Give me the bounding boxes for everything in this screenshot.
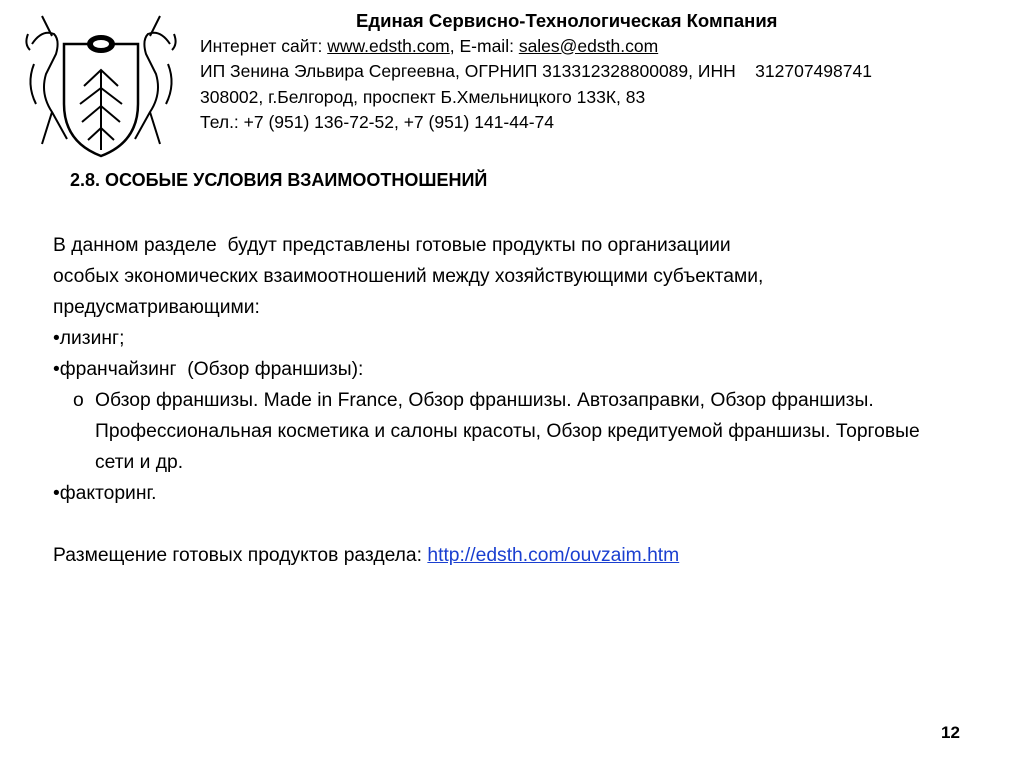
sub-bullet-marker: o [73,390,84,411]
address-line: 308002, г.Белгород, проспект Б.Хмельницкого 133К, 83 [200,86,646,107]
header [200,8,1000,136]
coat-of-arms-logo [12,4,190,164]
spacer [53,509,983,540]
bullet-factoring: •факторинг. [53,483,157,504]
bullet-leasing: •лизинг; [53,328,125,349]
intro-line-1: В данном разделе будут представлены готовые продукты по организациии [53,235,731,256]
phone-line: Тел.: +7 (951) 136-72-52, +7 (951) 141-44-74 [200,112,555,132]
intro-line-3: предусматривающими: [53,297,260,318]
email-link[interactable]: sales@edsth.com [518,35,659,56]
company-name: Единая Сервисно-Технологическая Компания [356,10,778,31]
website-link[interactable]: www.edsth.com [327,35,450,56]
ip-line: ИП Зенина Эльвира Сергеевна, ОГРНИП 313312328800089, ИНН 312707498741 [200,61,872,81]
sub-bullet-text: Обзор франшизы. Made in France, Обзор франшизы. Автозаправки, Обзор франшизы. Профессиональная косметика и салоны красоты, Обзор кредитуемой франшизы. Торговые сети и др. [95,390,920,473]
placement-label: Размещение готовых продуктов раздела: [53,545,428,566]
section-title: 2.8. ОСОБЫЕ УСЛОВИЯ ВЗАИМООТНОШЕНИЙ [70,170,488,190]
contacts-line [200,34,1000,60]
placement-line [53,540,983,571]
website-label: Интернет сайт: [200,35,328,56]
placement-link[interactable]: http://edsth.com/ouvzaim.htm [427,545,680,566]
section-body [53,230,983,571]
bullet-franchising: •франчайзинг (Обзор франшизы): [53,359,364,380]
page-number: 12 [941,723,960,742]
intro-line-2: особых экономических взаимоотношений между хозяйствующими субъектами, [53,266,764,287]
sub-bullet-franchise-reviews [53,385,945,478]
email-label: , E-mail: [449,35,519,56]
